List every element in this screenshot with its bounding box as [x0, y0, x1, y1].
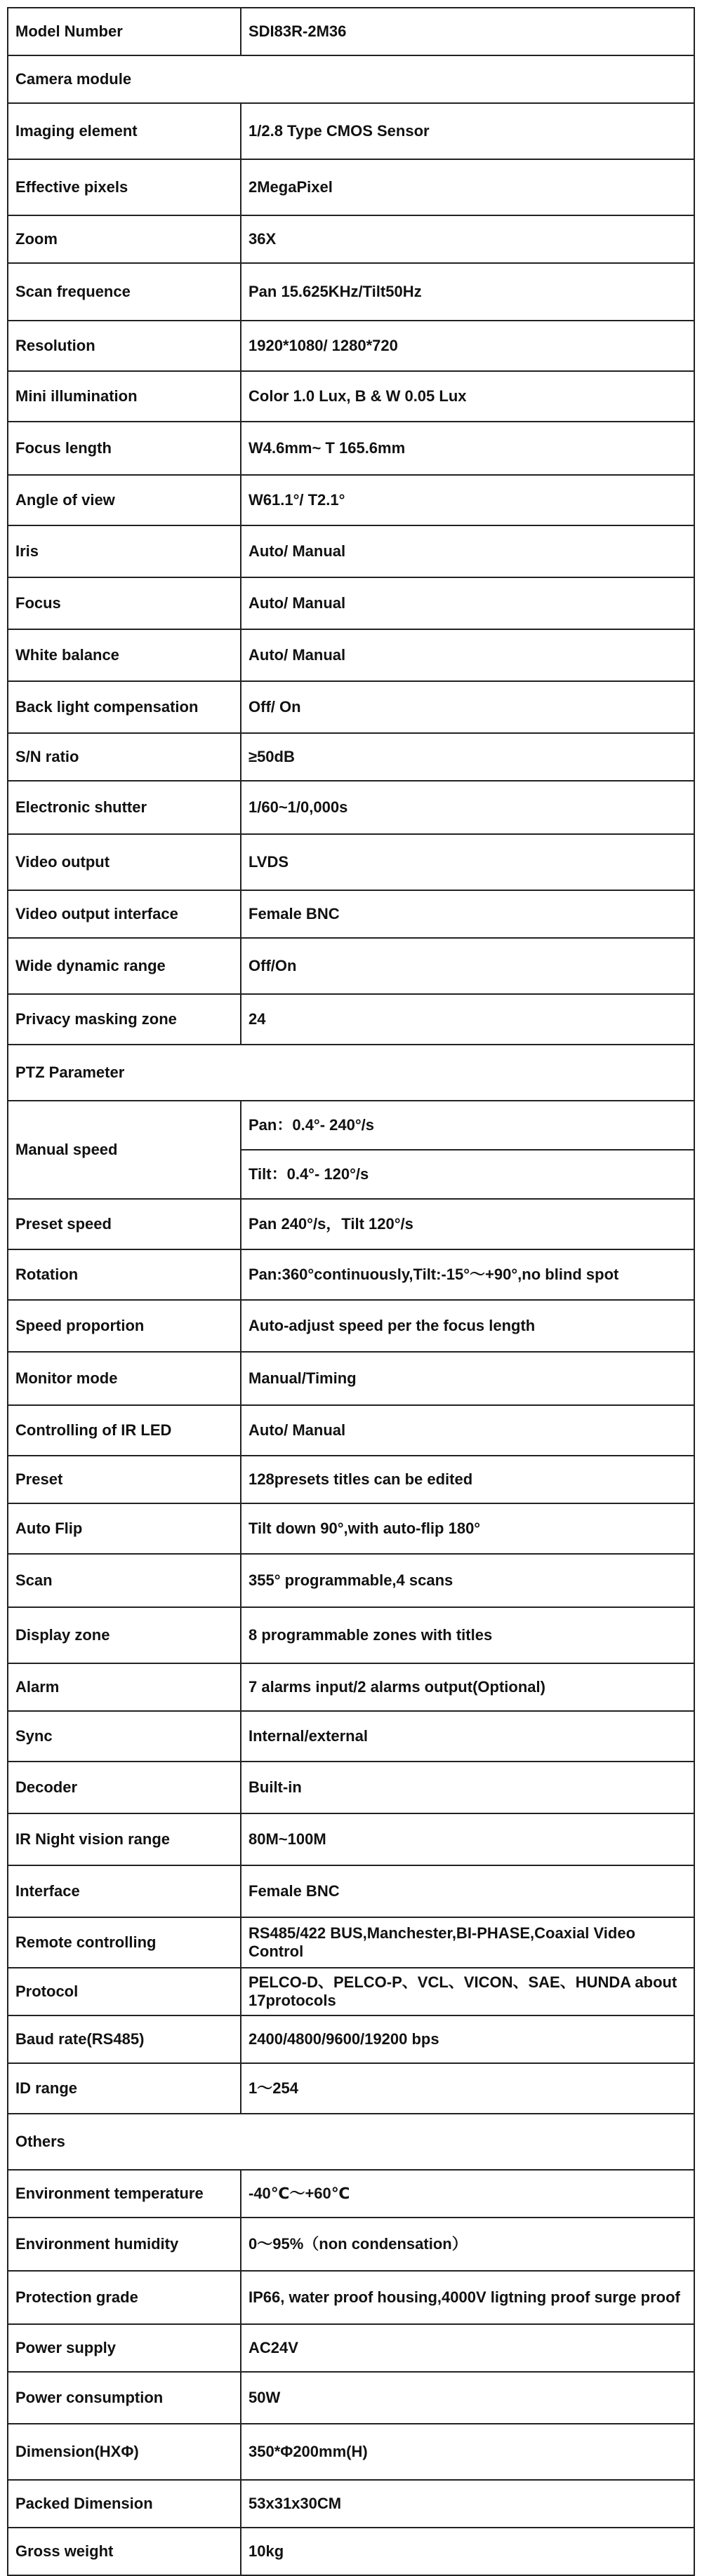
spec-value: Off/On	[241, 938, 694, 994]
spec-label: S/N ratio	[8, 733, 241, 781]
spec-value: Pan 240°/s，Tilt 120°/s	[241, 1199, 694, 1249]
section-row	[8, 2114, 694, 2170]
spec-label: Effective pixels	[8, 159, 241, 215]
spec-value: 1～254	[241, 2063, 694, 2114]
table-row	[8, 1554, 694, 1607]
spec-label: Mini illumination	[8, 371, 241, 422]
spec-label: Preset	[8, 1456, 241, 1503]
table-row	[8, 1813, 694, 1865]
spec-value: PELCO-D、PELCO-P、VCL、VICON、SAE、HUNDA about 17protocols	[241, 1968, 694, 2015]
section-row	[8, 1045, 694, 1101]
spec-label: Display zone	[8, 1607, 241, 1663]
spec-value: 8 programmable zones with titles	[241, 1607, 694, 1663]
spec-label: Decoder	[8, 1762, 241, 1813]
table-row	[8, 1101, 694, 1150]
spec-value: 36X	[241, 215, 694, 263]
spec-value: -40℃～+60℃	[241, 2170, 694, 2218]
spec-value: AC24V	[241, 2324, 694, 2372]
spec-label: Preset speed	[8, 1199, 241, 1249]
table-row	[8, 2170, 694, 2218]
spec-value: Female BNC	[241, 1865, 694, 1917]
spec-table-body	[8, 8, 694, 2575]
table-row	[8, 159, 694, 215]
table-row	[8, 781, 694, 834]
table-row	[8, 475, 694, 525]
spec-label: Speed proportion	[8, 1300, 241, 1352]
spec-label: Zoom	[8, 215, 241, 263]
spec-label: Remote controlling	[8, 1917, 241, 1968]
table-row	[8, 1199, 694, 1249]
spec-value: Female BNC	[241, 890, 694, 938]
spec-value: 53x31x30CM	[241, 2480, 694, 2528]
spec-value: 1/2.8 Type CMOS Sensor	[241, 103, 694, 159]
table-row	[8, 1762, 694, 1813]
spec-label: Alarm	[8, 1663, 241, 1711]
spec-label: Rotation	[8, 1249, 241, 1300]
spec-label: Wide dynamic range	[8, 938, 241, 994]
table-row	[8, 1607, 694, 1663]
spec-value: W61.1°/ T2.1°	[241, 475, 694, 525]
spec-label: Privacy masking zone	[8, 994, 241, 1045]
table-row	[8, 525, 694, 577]
spec-value: 1920*1080/ 1280*720	[241, 321, 694, 371]
spec-label: Protection grade	[8, 2271, 241, 2324]
spec-label: Sync	[8, 1711, 241, 1762]
table-row	[8, 1917, 694, 1968]
spec-label: Focus	[8, 577, 241, 629]
spec-label: Packed Dimension	[8, 2480, 241, 2528]
table-row	[8, 1865, 694, 1917]
section-header: PTZ Parameter	[8, 1045, 694, 1101]
table-row	[8, 2324, 694, 2372]
spec-value: 7 alarms input/2 alarms output(Optional)	[241, 1663, 694, 1711]
table-row	[8, 1711, 694, 1762]
spec-label: Electronic shutter	[8, 781, 241, 834]
spec-value: 1/60~1/0,000s	[241, 781, 694, 834]
table-row	[8, 1405, 694, 1456]
spec-value: Color 1.0 Lux, B & W 0.05 Lux	[241, 371, 694, 422]
spec-value: Auto/ Manual	[241, 577, 694, 629]
table-row	[8, 1968, 694, 2015]
spec-value: LVDS	[241, 834, 694, 890]
section-header: Camera module	[8, 55, 694, 103]
spec-label: Video output interface	[8, 890, 241, 938]
spec-value: 80M~100M	[241, 1813, 694, 1865]
table-row	[8, 215, 694, 263]
section-row	[8, 55, 694, 103]
spec-table	[7, 7, 695, 2576]
spec-label: Interface	[8, 1865, 241, 1917]
spec-label: Controlling of IR LED	[8, 1405, 241, 1456]
spec-value: Pan:360°continuously,Tilt:-15°～+90°,no blind spot	[241, 1249, 694, 1300]
spec-label: Iris	[8, 525, 241, 577]
spec-value: ≥50dB	[241, 733, 694, 781]
spec-value: SDI83R-2M36	[241, 8, 694, 55]
spec-label: Back light compensation	[8, 681, 241, 733]
section-header: Others	[8, 2114, 694, 2170]
spec-value: Tilt down 90°,with auto-flip 180°	[241, 1503, 694, 1554]
table-row	[8, 2015, 694, 2063]
spec-label: Protocol	[8, 1968, 241, 2015]
spec-label: Video output	[8, 834, 241, 890]
table-row	[8, 263, 694, 321]
spec-label: Imaging element	[8, 103, 241, 159]
spec-label: Scan frequence	[8, 263, 241, 321]
spec-label: Environment humidity	[8, 2218, 241, 2271]
spec-label: Focus length	[8, 422, 241, 475]
spec-label: Resolution	[8, 321, 241, 371]
spec-label: ID range	[8, 2063, 241, 2114]
spec-value: 355° programmable,4 scans	[241, 1554, 694, 1607]
spec-label: Angle of view	[8, 475, 241, 525]
spec-value: Auto-adjust speed per the focus length	[241, 1300, 694, 1352]
spec-label: Gross weight	[8, 2528, 241, 2575]
spec-value: Auto/ Manual	[241, 629, 694, 681]
table-row	[8, 629, 694, 681]
table-row	[8, 2271, 694, 2324]
table-row	[8, 2218, 694, 2271]
table-row	[8, 994, 694, 1045]
spec-value: 10kg	[241, 2528, 694, 2575]
spec-value: 2400/4800/9600/19200 bps	[241, 2015, 694, 2063]
spec-value: 2MegaPixel	[241, 159, 694, 215]
spec-value: IP66, water proof housing,4000V ligtning proof surge proof	[241, 2271, 694, 2324]
table-row	[8, 1456, 694, 1503]
spec-label: Scan	[8, 1554, 241, 1607]
spec-value: 24	[241, 994, 694, 1045]
spec-value: Tilt：0.4°- 120°/s	[241, 1150, 694, 1199]
spec-value: 50W	[241, 2372, 694, 2424]
table-row	[8, 1352, 694, 1405]
spec-label: Auto Flip	[8, 1503, 241, 1554]
spec-value: Off/ On	[241, 681, 694, 733]
table-row	[8, 1663, 694, 1711]
spec-label: Model Number	[8, 8, 241, 55]
spec-value: 128presets titles can be edited	[241, 1456, 694, 1503]
spec-label: Power consumption	[8, 2372, 241, 2424]
table-row	[8, 2528, 694, 2575]
table-row	[8, 371, 694, 422]
table-row	[8, 103, 694, 159]
spec-label: Power supply	[8, 2324, 241, 2372]
table-row	[8, 2480, 694, 2528]
table-row	[8, 890, 694, 938]
spec-label: White balance	[8, 629, 241, 681]
table-row	[8, 1503, 694, 1554]
spec-label: Environment temperature	[8, 2170, 241, 2218]
table-row	[8, 8, 694, 55]
table-row	[8, 577, 694, 629]
spec-label: Dimension(HXΦ)	[8, 2424, 241, 2480]
spec-value: Internal/external	[241, 1711, 694, 1762]
table-row	[8, 321, 694, 371]
spec-value: RS485/422 BUS,Manchester,BI-PHASE,Coaxial Video Control	[241, 1917, 694, 1968]
spec-value: Manual/Timing	[241, 1352, 694, 1405]
spec-value: Pan 15.625KHz/Tilt50Hz	[241, 263, 694, 321]
spec-value: W4.6mm~ T 165.6mm	[241, 422, 694, 475]
table-row	[8, 1249, 694, 1300]
spec-label: IR Night vision range	[8, 1813, 241, 1865]
spec-value: Built-in	[241, 1762, 694, 1813]
table-row	[8, 422, 694, 475]
spec-value: Auto/ Manual	[241, 1405, 694, 1456]
table-row	[8, 834, 694, 890]
spec-value: 350*Φ200mm(H)	[241, 2424, 694, 2480]
spec-value: Pan：0.4°- 240°/s	[241, 1101, 694, 1150]
table-row	[8, 2063, 694, 2114]
table-row	[8, 681, 694, 733]
spec-value: 0～95%（non condensation）	[241, 2218, 694, 2271]
spec-label: Monitor mode	[8, 1352, 241, 1405]
table-row	[8, 1300, 694, 1352]
table-row	[8, 2372, 694, 2424]
table-row	[8, 733, 694, 781]
spec-value: Auto/ Manual	[241, 525, 694, 577]
table-row	[8, 938, 694, 994]
spec-label: Manual speed	[8, 1101, 241, 1199]
spec-label: Baud rate(RS485)	[8, 2015, 241, 2063]
table-row	[8, 2424, 694, 2480]
